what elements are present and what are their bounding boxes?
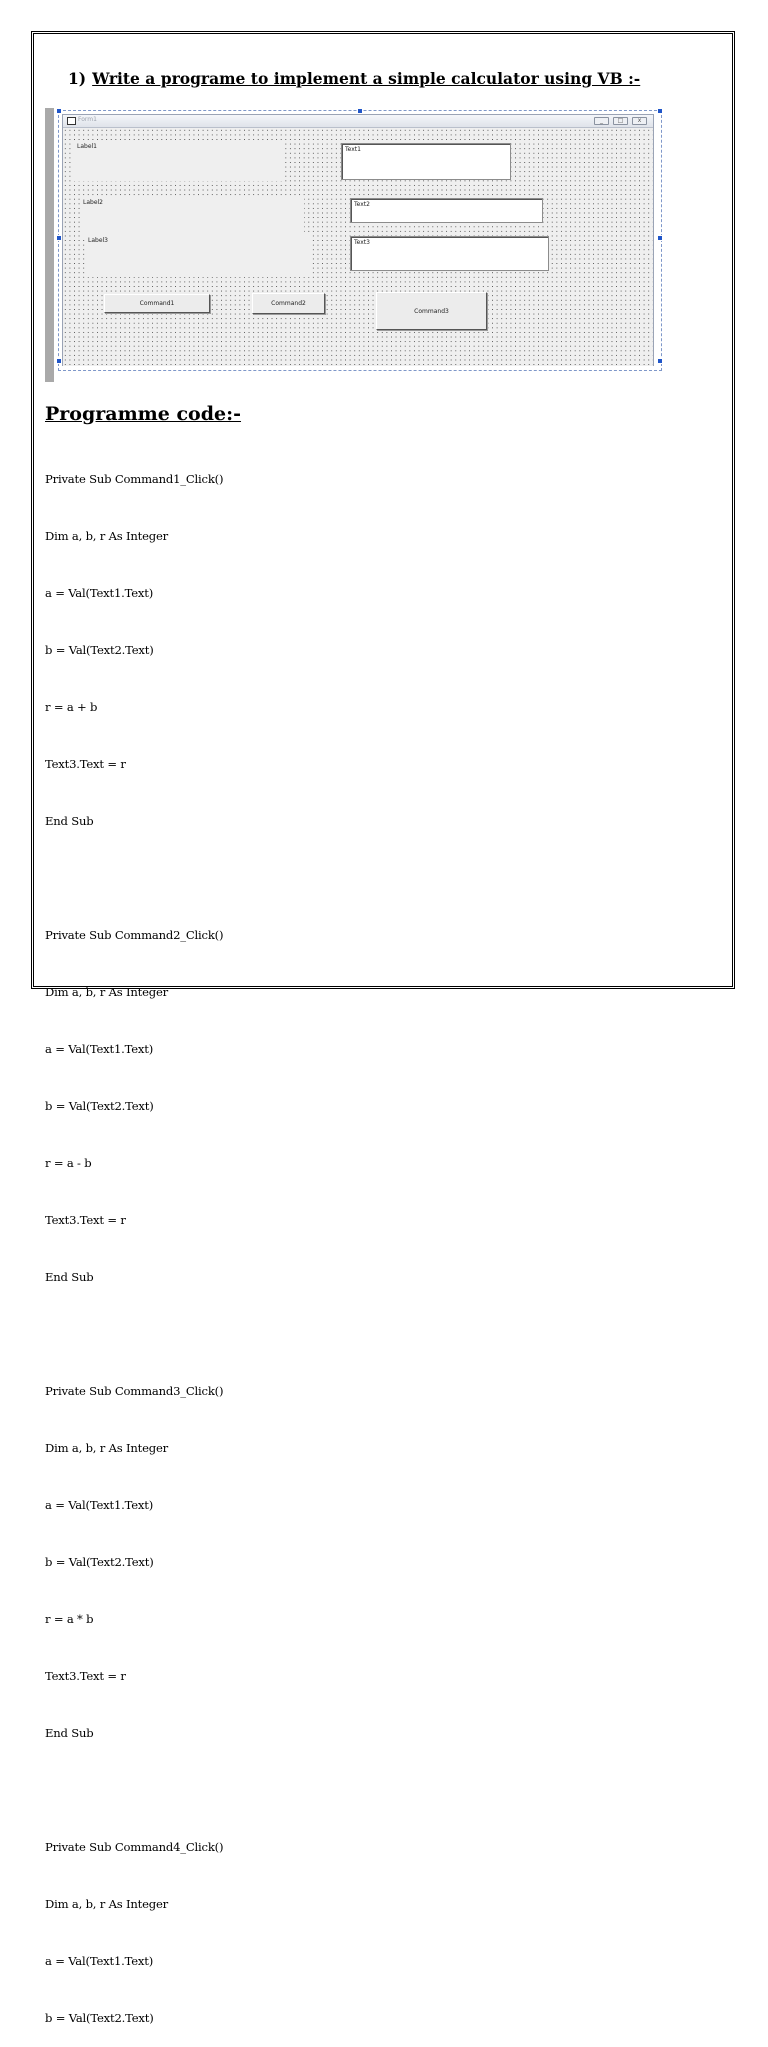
code-line: r = a * b xyxy=(45,1612,94,1626)
code-line: Text3.Text = r xyxy=(45,757,126,771)
form1-window xyxy=(62,114,654,366)
resize-handle[interactable] xyxy=(657,358,663,364)
code-line: b = Val(Text2.Text) xyxy=(45,1099,154,1113)
code-line: Text3.Text = r xyxy=(45,1213,126,1227)
code-line xyxy=(45,1781,223,1800)
code-line: End Sub xyxy=(45,1270,94,1284)
command3-button[interactable]: Command3 xyxy=(376,292,487,330)
code-line: Private Sub Command2_Click() xyxy=(45,928,224,942)
designer-side-bar xyxy=(45,108,54,382)
question-number: 1) xyxy=(68,69,87,88)
label3: Label3 xyxy=(85,235,312,277)
label1: Label1 xyxy=(74,141,284,181)
code-line: Dim a, b, r As Integer xyxy=(45,529,168,543)
command2-button[interactable]: Command2 xyxy=(252,293,325,314)
code-line: r = a + b xyxy=(45,700,98,714)
vb-form-designer xyxy=(45,108,661,384)
close-button[interactable]: x xyxy=(632,117,647,125)
code-line: Private Sub Command1_Click() xyxy=(45,472,224,486)
code-line: a = Val(Text1.Text) xyxy=(45,1498,154,1512)
code-line xyxy=(45,1325,223,1344)
code-line: a = Val(Text1.Text) xyxy=(45,586,154,600)
text2-box[interactable]: Text2 xyxy=(350,198,543,223)
code-line: Private Sub Command4_Click() xyxy=(45,1840,224,1854)
resize-handle[interactable] xyxy=(657,235,663,241)
code-line: b = Val(Text2.Text) xyxy=(45,1555,154,1569)
minimize-button[interactable]: _ xyxy=(594,117,609,125)
code-line: b = Val(Text2.Text) xyxy=(45,643,154,657)
code-line: a = Val(Text1.Text) xyxy=(45,1042,154,1056)
code-line: a = Val(Text1.Text) xyxy=(45,1954,154,1968)
code-line: Dim a, b, r As Integer xyxy=(45,1441,168,1455)
code-line: Dim a, b, r As Integer xyxy=(45,985,168,999)
code-line: End Sub xyxy=(45,1726,94,1740)
code-line: Private Sub Command3_Click() xyxy=(45,1384,224,1398)
text1-box[interactable]: Text1 xyxy=(341,143,511,180)
code-section-title: Programme code:- xyxy=(45,403,242,425)
question-heading xyxy=(68,69,640,88)
code-line: Dim a, b, r As Integer xyxy=(45,1897,168,1911)
code-line: Text3.Text = r xyxy=(45,1669,126,1683)
label2: Label2 xyxy=(80,197,304,237)
code-listing xyxy=(45,432,223,2047)
maximize-button[interactable]: □ xyxy=(613,117,628,125)
question-text: Write a programe to implement a simple calculator using VB :- xyxy=(92,69,641,88)
form-icon xyxy=(67,117,76,125)
resize-handle[interactable] xyxy=(657,108,663,114)
form-titlebar xyxy=(63,115,653,128)
code-line xyxy=(45,869,223,888)
code-line: b = Val(Text2.Text) xyxy=(45,2011,154,2025)
text3-box[interactable]: Text3 xyxy=(350,236,549,271)
form-client-area xyxy=(63,128,653,366)
form-title: Form1 xyxy=(78,116,97,123)
command1-button[interactable]: Command1 xyxy=(104,294,210,313)
code-line: End Sub xyxy=(45,814,94,828)
code-line: r = a - b xyxy=(45,1156,92,1170)
